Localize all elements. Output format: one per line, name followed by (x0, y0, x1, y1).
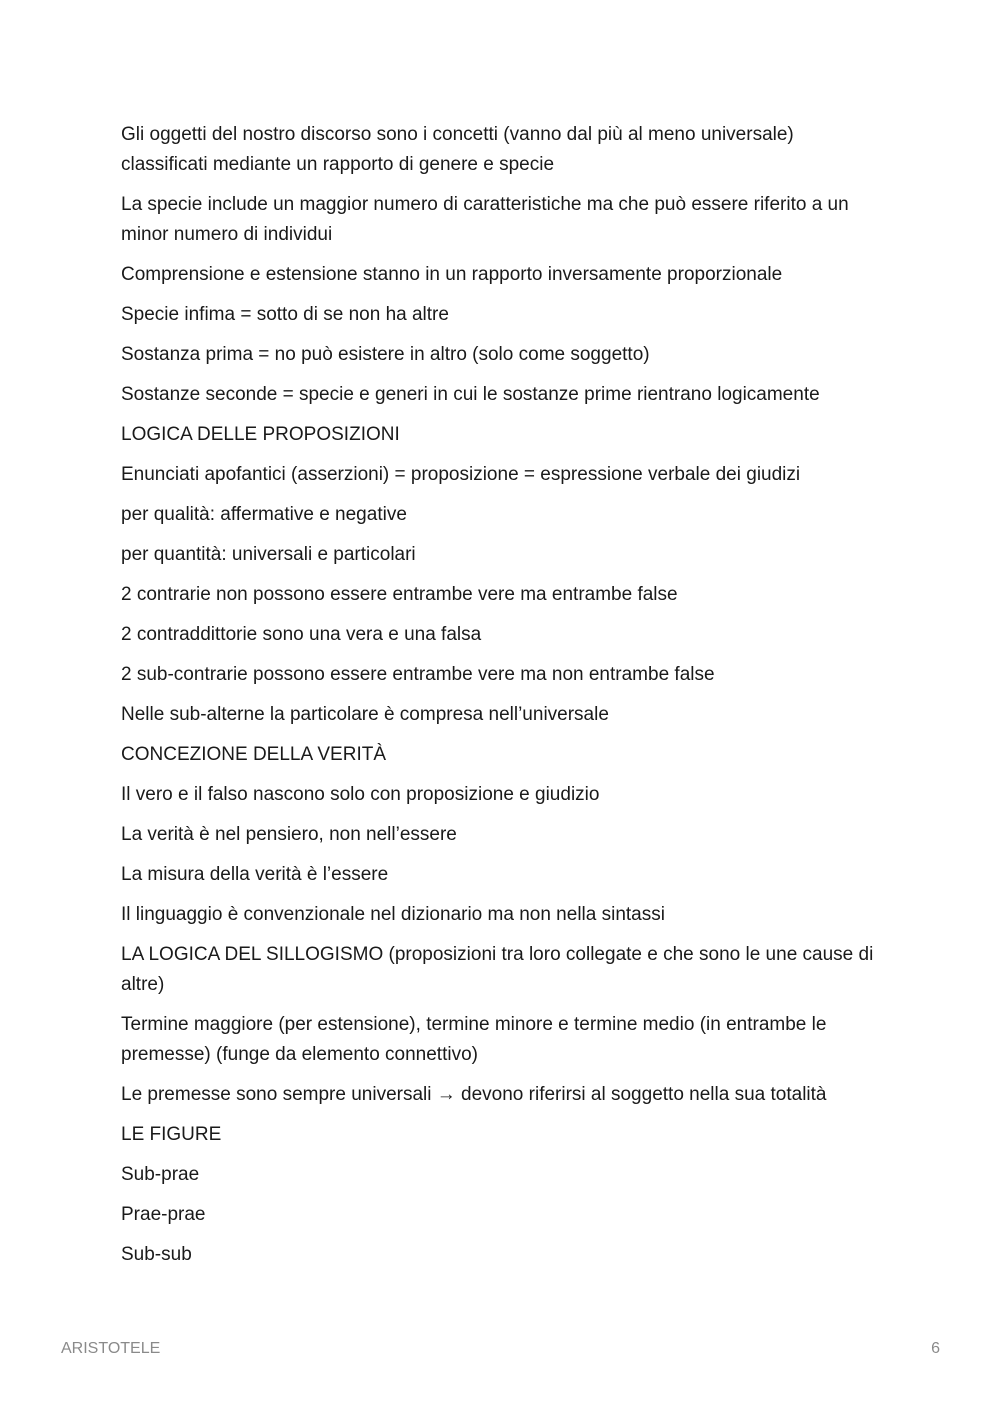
paragraph-premesse: Le premesse sono sempre universali → devono riferirsi al soggetto nella sua totalità (121, 1084, 827, 1105)
paragraph-prae-prae: Prae-prae (121, 1204, 206, 1225)
paragraph-sub-prae: Sub-prae (121, 1164, 200, 1185)
paragraph-specie-infima: Specie infima = sotto di se non ha altre (121, 304, 449, 325)
paragraph-sub-contrarie: 2 sub-contrarie possono essere entrambe vere ma non entrambe false (121, 664, 715, 685)
paragraph-termini: Termine maggiore (per estensione), termine minore e termine medio (in entrambe le premesse) (funge da elemento connettivo) (121, 1014, 827, 1065)
footer-title: ARISTOTELE (61, 1340, 161, 1357)
paragraph-contrarie: 2 contrarie non possono essere entrambe vere ma entrambe false (121, 584, 678, 605)
paragraph-comprensione: Comprensione e estensione stanno in un rapporto inversamente proporzionale (121, 264, 783, 285)
page-footer (61, 1340, 940, 1358)
paragraph-contraddittorie: 2 contraddittorie sono una vera e una falsa (121, 624, 482, 645)
paragraph-enunciati: Enunciati apofantici (asserzioni) = proposizione = espressione verbale dei giudizi (121, 464, 801, 485)
page-number: 6 (931, 1340, 940, 1357)
paragraph-vero-falso: Il vero e il falso nascono solo con proposizione e giudizio (121, 784, 600, 805)
section-heading-logica-sillogismo: LA LOGICA DEL SILLOGISMO (proposizioni tra loro collegate e che sono le une cause di altre) (121, 944, 874, 995)
paragraph-linguaggio: Il linguaggio è convenzionale nel dizionario ma non nella sintassi (121, 904, 665, 925)
paragraph-sub-sub: Sub-sub (121, 1244, 192, 1265)
paragraph-quantita: per quantità: universali e particolari (121, 544, 416, 565)
paragraph-specie: La specie include un maggior numero di caratteristiche ma che può essere riferito a un minor numero di individui (121, 194, 849, 245)
document-body (121, 120, 881, 1280)
section-heading-concezione-verita: CONCEZIONE DELLA VERITÀ (121, 744, 387, 765)
paragraph-qualita: per qualità: affermative e negative (121, 504, 407, 525)
paragraph-sostanze-seconde: Sostanze seconde = specie e generi in cui le sostanze prime rientrano logicamente (121, 384, 820, 405)
section-heading-figure: LE FIGURE (121, 1124, 222, 1145)
paragraph-sostanza-prima: Sostanza prima = no può esistere in altro (solo come soggetto) (121, 344, 650, 365)
paragraph-verita-pensiero: La verità è nel pensiero, non nell’essere (121, 824, 457, 845)
paragraph-sub-alterne: Nelle sub-alterne la particolare è compresa nell’universale (121, 704, 609, 725)
section-heading-logica-proposizioni: LOGICA DELLE PROPOSIZIONI (121, 424, 400, 445)
paragraph-concetti: Gli oggetti del nostro discorso sono i concetti (vanno dal più al meno universale) classificati mediante un rapporto di genere e specie (121, 124, 794, 175)
paragraph-misura-verita: La misura della verità è l’essere (121, 864, 389, 885)
